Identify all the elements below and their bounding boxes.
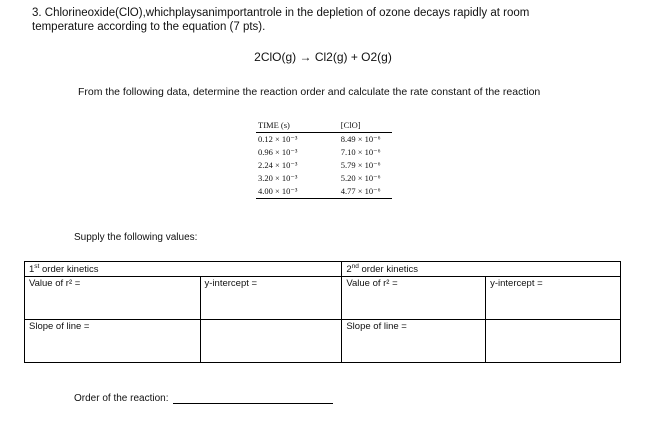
second-order-r2-label: Value of r² = (346, 278, 398, 290)
second-order-intercept-cell[interactable] (486, 277, 621, 320)
time-cell: 0.96 × 10⁻³ (258, 147, 298, 157)
second-order-r2-cell[interactable] (342, 277, 486, 320)
table-row (256, 133, 392, 146)
first-order-r2-label: Value of r² = (29, 278, 81, 290)
question-title (32, 6, 592, 34)
second-order-header: 2nd order kinetics (342, 262, 486, 277)
time-header: TIME (s) (258, 120, 290, 130)
concentration-cell: 4.77 × 10⁻⁶ (340, 186, 381, 196)
data-table-bottom-rule (256, 198, 392, 199)
concentration-cell: 5.20 × 10⁻⁶ (340, 173, 381, 183)
second-order-slope-extra-cell[interactable] (486, 320, 621, 363)
supply-label: Supply the following values: (74, 232, 198, 243)
first-order-slope-extra-cell[interactable] (200, 320, 342, 363)
table-row (256, 146, 392, 159)
question-title-line-2: temperature according to the equation (7 pts). (32, 21, 266, 33)
concentration-header: [ClO] (340, 120, 361, 130)
first-order-intercept-label: y-intercept = (204, 278, 258, 290)
second-order-slope-cell[interactable] (342, 320, 486, 363)
order-of-reaction-label: Order of the reaction: (74, 393, 169, 404)
reaction-equation: 2ClO(g) → Cl2(g) + O2(g) (254, 50, 392, 64)
table-row (256, 185, 392, 198)
first-order-slope-label: Slope of line = (29, 321, 90, 333)
first-order-r2-cell[interactable] (25, 277, 201, 320)
order-of-reaction-blank[interactable] (173, 392, 333, 404)
data-table-header (256, 120, 392, 133)
first-order-intercept-cell[interactable] (200, 277, 342, 320)
second-order-intercept-label: y-intercept = (490, 278, 543, 290)
time-cell: 0.12 × 10⁻³ (258, 134, 298, 144)
concentration-data-table (256, 120, 392, 199)
second-order-header-spacer (486, 262, 621, 277)
first-order-slope-cell[interactable] (25, 320, 201, 363)
instruction-text: From the following data, determine the reaction order and calculate the rate constant of the reaction (78, 86, 541, 98)
question-title-line-1: 3. Chlorineoxide(ClO),whichplaysanimportantrole in the depletion of ozone decays rapidly at room (32, 7, 530, 19)
time-cell: 3.20 × 10⁻³ (258, 173, 298, 183)
concentration-cell: 7.10 × 10⁻⁶ (340, 147, 381, 157)
time-cell: 2.24 × 10⁻³ (258, 160, 298, 170)
time-cell: 4.00 × 10⁻³ (258, 186, 298, 196)
table-row (256, 159, 392, 172)
concentration-cell: 8.49 × 10⁻⁶ (340, 134, 381, 144)
table-row (256, 172, 392, 185)
concentration-cell: 5.79 × 10⁻⁶ (340, 160, 381, 170)
second-order-slope-label: Slope of line = (346, 321, 407, 333)
first-order-header: 1st order kinetics (25, 262, 201, 277)
answer-table (24, 261, 621, 363)
order-of-reaction-line (74, 392, 333, 404)
first-order-header-spacer (200, 262, 342, 277)
